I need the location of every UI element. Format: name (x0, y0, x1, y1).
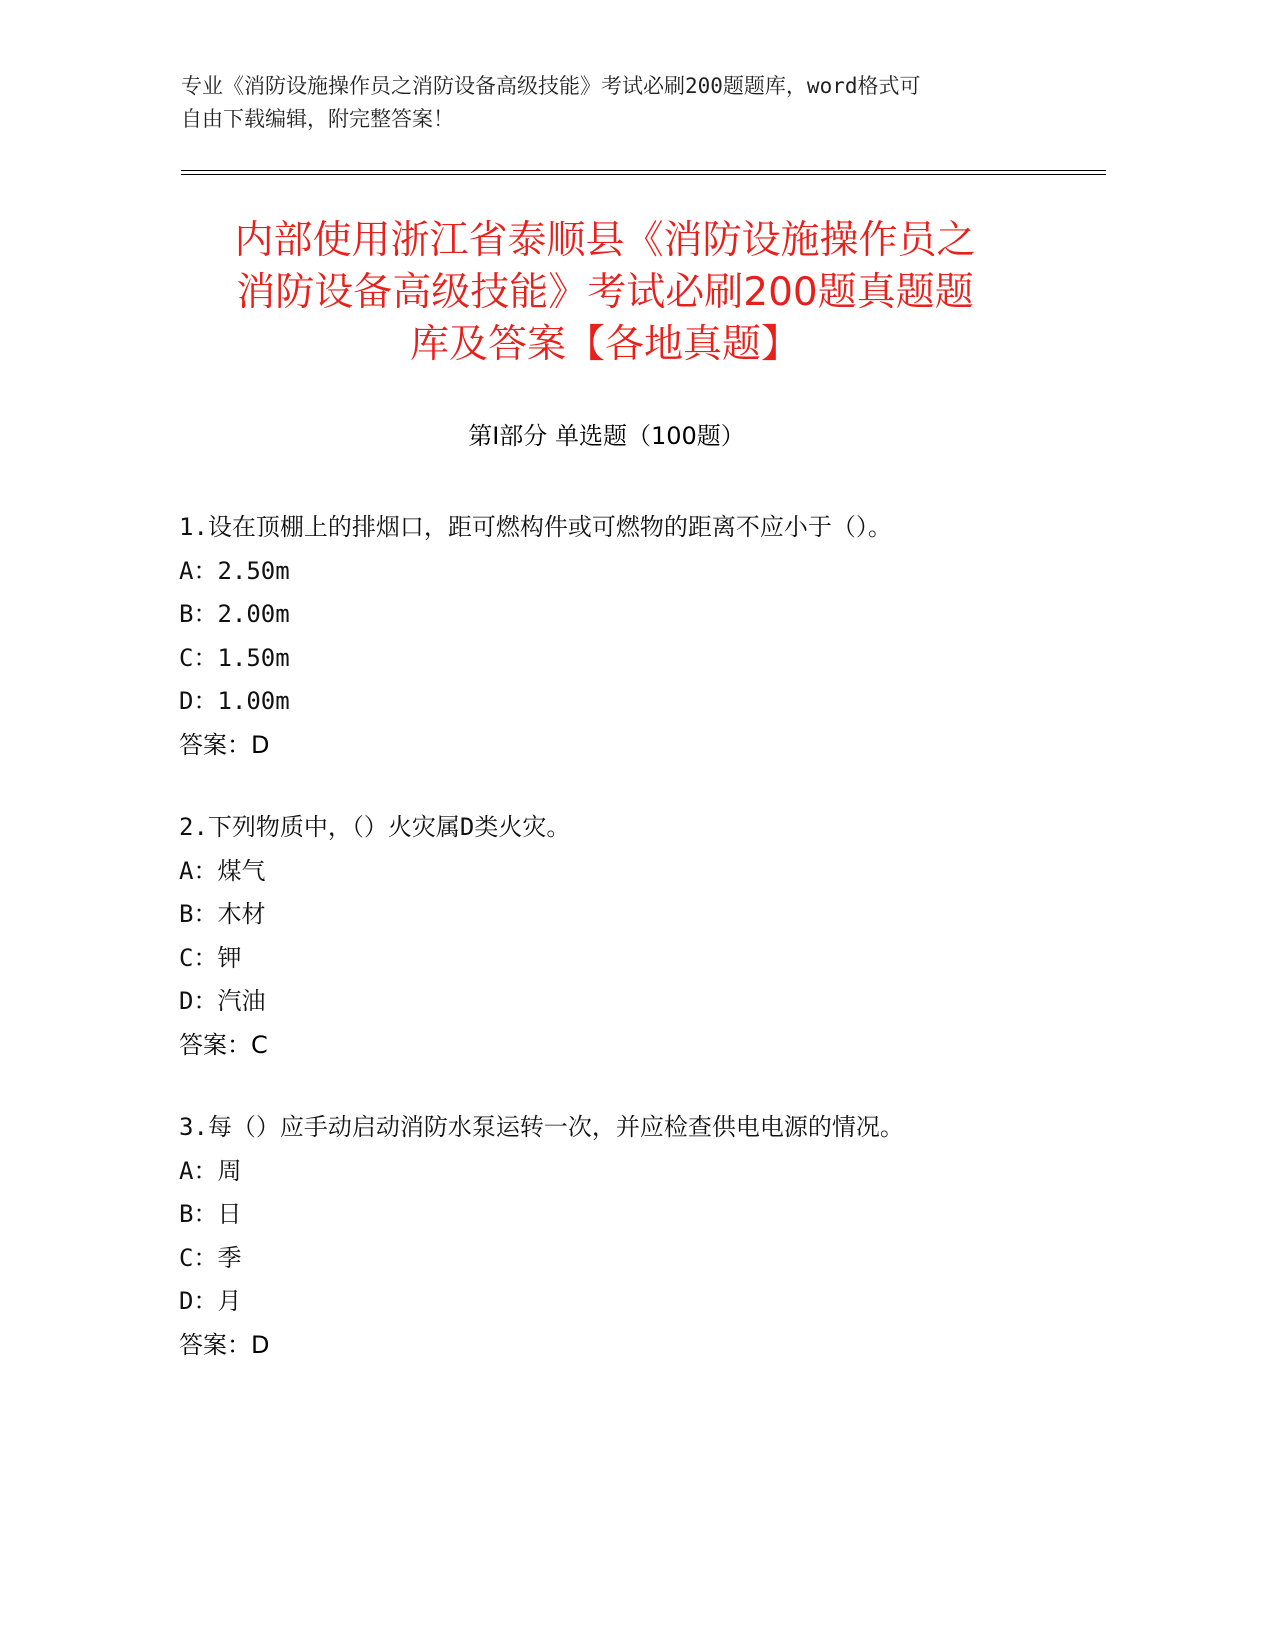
document-title-line-3: 库及答案【各地真题】 (409, 322, 800, 367)
document-title-line-1: 内部使用浙江省泰顺县《消防设施操作员之 (234, 218, 976, 263)
question-stem: 1.设在顶棚上的排烟口，距可燃构件或可燃物的距离不应小于（）。 (179, 513, 892, 541)
question-1 (179, 506, 1119, 767)
question-3 (179, 1106, 1119, 1367)
option-c: C：1.50m (179, 643, 290, 672)
question-list (179, 506, 1119, 1406)
option-d: D：1.00m (179, 687, 290, 715)
option-a: A：2.50m (179, 556, 290, 585)
header-note-line-2: 自由下载编辑，附完整答案！ (181, 107, 454, 131)
option-b: B：木材 (179, 900, 266, 928)
question-stem: 2.下列物质中，（）火灾属D类火灾。 (179, 813, 571, 841)
answer-text: 答案：C (179, 1030, 268, 1059)
header-divider-top (181, 170, 1106, 171)
header-note-line-1: 专业《消防设施操作员之消防设备高级技能》考试必刷200题题库，word格式可 (181, 74, 921, 98)
option-d: D：汽油 (179, 987, 266, 1015)
header-note (181, 70, 1041, 136)
option-c: C：钾 (179, 943, 242, 972)
document-title-line-2: 消防设备高级技能》考试必刷200题真题题 (236, 270, 974, 315)
answer-text: 答案：D (179, 1330, 270, 1359)
section-heading: 第Ⅰ部分 单选题（100题） (468, 422, 745, 450)
option-d: D：月 (179, 1287, 242, 1315)
question-2 (179, 806, 1119, 1067)
option-b: B：日 (179, 1200, 242, 1228)
question-stem: 3.每（）应手动启动消防水泵运转一次，并应检查供电电源的情况。 (179, 1113, 904, 1141)
option-c: C：季 (179, 1243, 242, 1272)
document-title (170, 215, 1040, 371)
option-b: B：2.00m (179, 600, 290, 628)
answer-text: 答案：D (179, 730, 270, 759)
header-divider-bottom (181, 174, 1106, 175)
option-a: A：煤气 (179, 856, 266, 885)
option-a: A：周 (179, 1156, 242, 1185)
